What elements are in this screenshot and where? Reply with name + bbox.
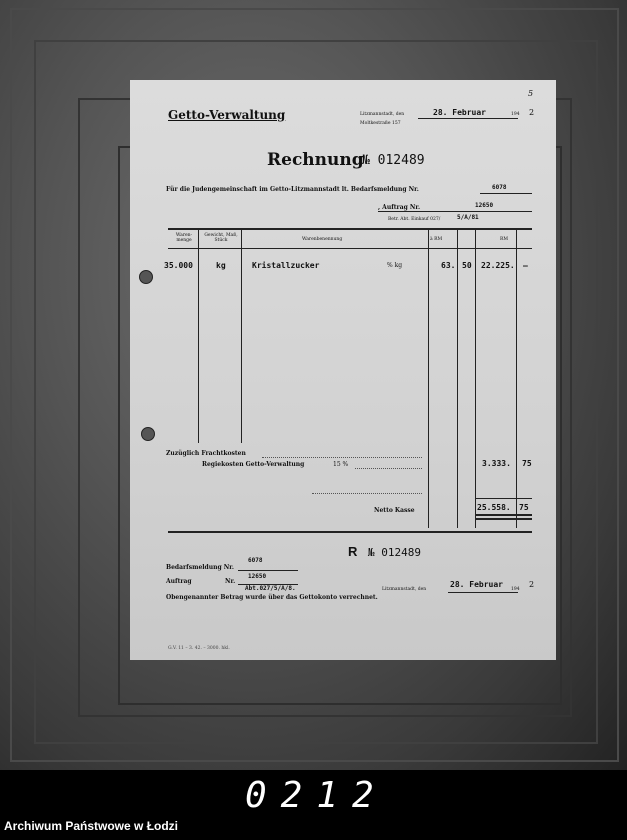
footer-nr-label: Nr. <box>225 578 236 585</box>
footer-bedarf-value: 6078 <box>248 557 263 564</box>
footer-separator <box>168 531 532 533</box>
header-gewicht: Gewicht, Maß, Stück <box>204 233 238 243</box>
corner-handwritten-mark: 5 <box>528 89 534 98</box>
table-top-rule <box>168 228 532 230</box>
sum-rule <box>475 498 532 499</box>
cell-betrag: 22.225. <box>481 261 515 270</box>
archive-caption: Archiwum Państwowe w Łodzi <box>4 819 179 833</box>
abt-value: 5/A/81 <box>457 214 479 221</box>
cell-preis-pf: 50 <box>462 261 472 270</box>
cell-ware: Kristallzucker <box>252 261 320 270</box>
org-name: Getto-Verwaltung <box>168 108 286 122</box>
invoice-title: Rechnung <box>267 150 364 170</box>
col-divider-6 <box>516 228 517 528</box>
abt-label: Betr. Abt. Einkauf 027/ <box>388 217 441 222</box>
regie-amount: 3.333. <box>482 459 511 468</box>
bedarf-underline <box>480 193 532 194</box>
receipt-number: № 012489 <box>368 546 421 559</box>
punch-hole-bottom <box>141 427 155 441</box>
auftrag-number: 12650 <box>475 202 494 209</box>
header-menge: Waren-menge <box>175 233 193 243</box>
invoice-document <box>130 80 556 660</box>
footer-place-prefix: Litzmannstadt, den <box>382 587 427 592</box>
cell-preis-rm: 63. <box>441 261 456 270</box>
netto-pf: 75 <box>519 503 529 512</box>
col-divider-2 <box>241 228 242 443</box>
frame-number: 0212 <box>245 775 388 816</box>
auftrag-underline <box>378 211 532 212</box>
col-divider-3 <box>428 228 429 528</box>
blank-dots <box>312 492 422 494</box>
cell-per: % kg <box>387 262 403 269</box>
printer-imprint: G.V. 11 – 3. 42. – 3000. hkl. <box>168 646 230 651</box>
col-divider-1 <box>198 228 199 443</box>
regie-label: Regiekosten Getto-Verwaltung <box>202 461 305 468</box>
footer-year-prefix: 194 <box>511 587 520 592</box>
footer-date-stamp: 28. Februar <box>450 580 503 589</box>
col-divider-5 <box>475 228 476 528</box>
fracht-label: Zuzüglich Frachtkosten <box>166 450 246 457</box>
footer-auftrag-label: Auftrag <box>166 578 192 585</box>
netto-amount: 25.558. <box>477 503 511 512</box>
footer-note: Obengenannter Betrag wurde über das Gettokonto verrechnet. <box>166 594 378 601</box>
cell-einheit: kg <box>216 261 226 270</box>
regie-dots <box>355 467 422 469</box>
regie-pf: 75 <box>522 459 532 468</box>
fracht-dots <box>262 456 422 458</box>
bedarf-number: 6078 <box>492 184 507 191</box>
footer-date-underline <box>448 592 518 593</box>
regie-percent: 15 % <box>333 461 349 468</box>
footer-bedarf-label: Bedarfsmeldung Nr. <box>166 564 234 571</box>
footer-bedarf-underline <box>238 570 298 571</box>
footer-auftrag-value: 12650 <box>248 573 267 580</box>
table-header-rule <box>168 248 532 249</box>
header-preis: à RM <box>430 237 443 242</box>
header-address: Moltkestraße 157 <box>360 121 401 126</box>
punch-hole-top <box>139 270 153 284</box>
invoice-number: № 012489 <box>362 153 425 168</box>
auftrag-label: , Auftrag Nr. <box>378 204 421 211</box>
date-underline <box>418 118 518 119</box>
recipient-line: Für die Judengemeinschaft im Getto-Litzmannstadt lt. Bedarfsmeldung Nr. <box>166 186 419 193</box>
header-year-suffix: 2 <box>529 108 535 117</box>
cell-menge: 35.000 <box>164 261 193 270</box>
col-divider-4 <box>457 228 458 528</box>
footer-abt-value: Abt.027/5/A/8. <box>245 585 296 592</box>
total-double-rule-1 <box>475 514 532 516</box>
header-year-prefix: 194 <box>511 112 520 117</box>
footer-year-suffix: 2 <box>529 580 535 589</box>
place-date-prefix: Litzmannstadt, den <box>360 112 405 117</box>
header-betrag: RM <box>500 237 508 242</box>
header-benennung: Warenbenennung <box>302 237 343 242</box>
total-double-rule-2 <box>475 518 532 520</box>
netto-label: Netto Kasse <box>374 507 415 514</box>
header-date-stamp: 28. Februar <box>433 108 486 117</box>
cell-betrag-pf: — <box>523 261 528 270</box>
receipt-r-label: R <box>348 544 358 559</box>
